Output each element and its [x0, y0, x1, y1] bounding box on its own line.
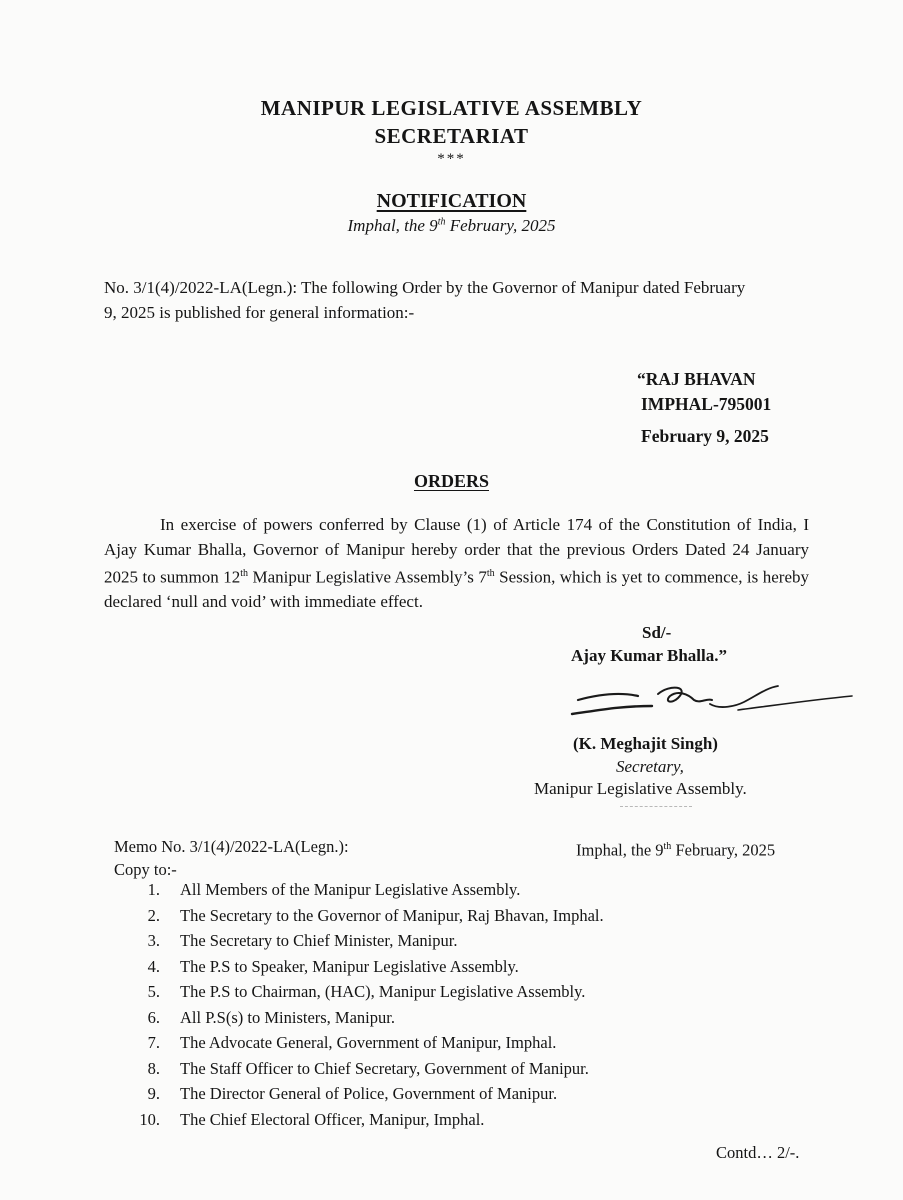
copy-to-label: Copy to:-: [114, 860, 177, 879]
list-item: 5. The P.S to Chairman, (HAC), Manipur Legislative Assembly.: [147, 982, 586, 1001]
list-item: 7. The Advocate General, Government of Manipur, Imphal.: [147, 1033, 557, 1052]
secretary-signature: [560, 676, 860, 726]
secretary-designation: Secretary,: [616, 757, 684, 776]
notification-date: Imphal, the 9th February, 2025: [347, 216, 556, 235]
list-item: 2. The Secretary to the Governor of Manipur, Raj Bhavan, Imphal.: [147, 905, 604, 925]
memo-number: Memo No. 3/1(4)/2022-LA(Legn.):: [114, 837, 349, 856]
secretary-name: (K. Meghajit Singh): [573, 734, 718, 753]
list-item: 4. The P.S to Speaker, Manipur Legislative Assembly.: [147, 956, 519, 976]
governor-name: Ajay Kumar Bhalla.”: [571, 646, 728, 665]
list-item: 1. All Members of the Manipur Legislative Assembly.: [147, 880, 521, 899]
list-item: 9. The Director General of Police, Government of Manipur.: [147, 1084, 558, 1103]
secretary-office: Manipur Legislative Assembly.: [534, 779, 747, 798]
stars-divider: ***: [437, 151, 466, 167]
continued-note: Contd… 2/-.: [716, 1143, 800, 1162]
secretariat-title: SECRETARIAT: [374, 124, 529, 148]
reference-line-1: No. 3/1(4)/2022-LA(Legn.): The following Order by the Governor of Manipur dated February: [104, 278, 746, 297]
memo-date: Imphal, the 9th February, 2025: [576, 840, 776, 860]
assembly-name: MANIPUR LEGISLATIVE ASSEMBLY: [260, 96, 643, 120]
sd-mark: Sd/-: [642, 623, 672, 642]
divider-line: [620, 806, 692, 807]
order-date: February 9, 2025: [641, 426, 769, 446]
list-item: 8. The Staff Officer to Chief Secretary, Government of Manipur.: [147, 1058, 589, 1078]
orders-paragraph: In exercise of powers conferred by Clause (1) of Article 174 of the Constitution of India, I Ajay Kumar Bhalla, Governor of Manipur hereby order that the previous Orders Dated 24 January 2025 to summon 12th Manipur Legislative Assembly’s 7th Session, which is yet to commence, is hereby declared ‘null and void’ with immediate effect.: [104, 515, 809, 612]
list-item: 3. The Secretary to Chief Minister, Manipur.: [147, 931, 458, 950]
list-item: 10. The Chief Electoral Officer, Manipur, Imphal.: [139, 1109, 485, 1129]
raj-bhavan-line: “RAJ BHAVAN: [637, 369, 756, 389]
list-item: 6. All P.S(s) to Ministers, Manipur.: [147, 1007, 395, 1027]
reference-line-2: 9, 2025 is published for general information:-: [104, 303, 415, 322]
raj-bhavan-pin: IMPHAL-795001: [641, 394, 772, 414]
orders-title: ORDERS: [413, 471, 489, 491]
notification-title: NOTIFICATION: [376, 190, 527, 212]
